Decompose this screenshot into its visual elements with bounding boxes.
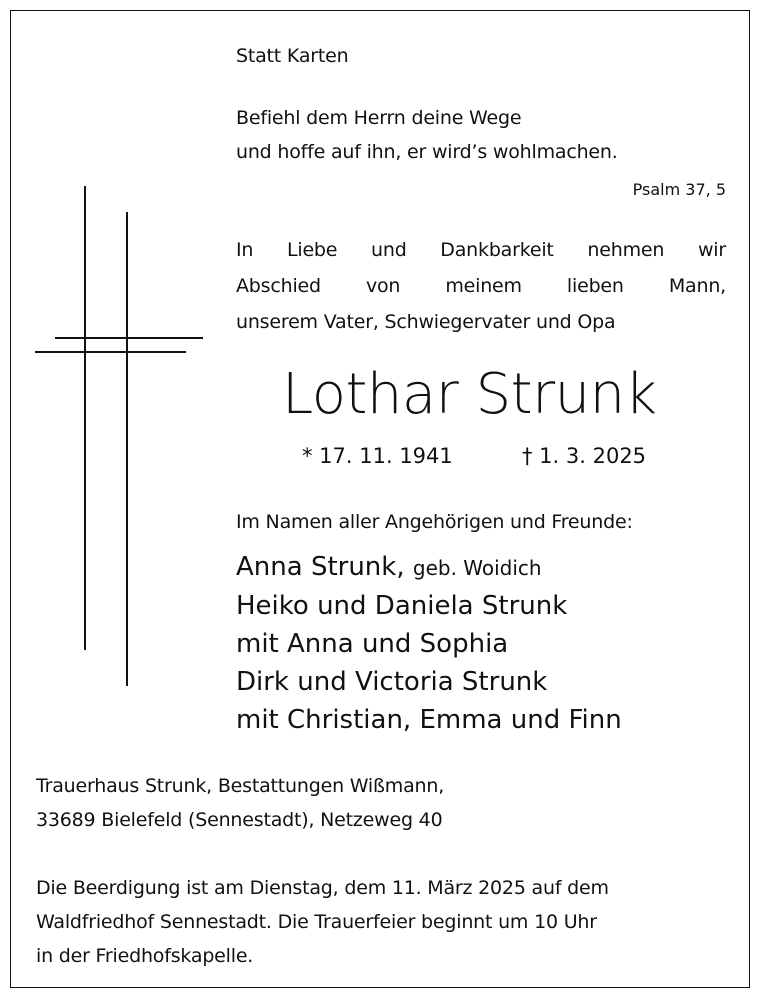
verse-line-2: und hoffe auf ihn, er wird’s wohlmachen. xyxy=(236,141,618,163)
deceased-name: Lothar Strunk xyxy=(282,362,657,427)
funeral-line-3: in der Friedhofskapelle. xyxy=(36,945,254,967)
mourner-maiden-name: geb. Woidich xyxy=(412,556,542,580)
funeral-home-line-1: Trauerhaus Strunk, Bestattungen Wißmann, xyxy=(36,775,445,797)
verse-line-1: Befiehl dem Herrn deine Wege xyxy=(236,107,522,129)
funeral-line-2: Waldfriedhof Sennestadt. Die Trauerfeier beginnt um 10 Uhr xyxy=(36,911,597,933)
mourner-name: Anna Strunk, xyxy=(236,552,405,582)
intro-line-2: Abschied von meinem lieben Mann, xyxy=(236,275,726,297)
mourners-heading: Im Namen aller Angehörigen und Freunde: xyxy=(236,511,633,533)
intro xyxy=(236,232,726,340)
mourner-line-3: mit Anna und Sophia xyxy=(236,629,509,659)
birth-date: * 17. 11. 1941 xyxy=(302,444,453,468)
intro-line-3: unserem Vater, Schwiegervater und Opa xyxy=(236,311,616,333)
death-date: † 1. 3. 2025 xyxy=(522,444,647,468)
mourners-list xyxy=(236,548,622,739)
verse-reference: Psalm 37, 5 xyxy=(632,180,726,199)
statt-karten: Statt Karten xyxy=(236,45,349,67)
funeral-home-line-2: 33689 Bielefeld (Sennestadt), Netzeweg 40 xyxy=(36,809,443,831)
intro-line-1: In Liebe und Dankbarkeit nehmen wir xyxy=(236,239,726,261)
mourner-line-5: mit Christian, Emma und Finn xyxy=(236,705,622,735)
mourner-line-2: Heiko und Daniela Strunk xyxy=(236,591,568,621)
funeral-line-1: Die Beerdigung ist am Dienstag, dem 11. März 2025 auf dem xyxy=(36,877,609,899)
mourner-line-1 xyxy=(236,548,622,587)
mourner-line-4: Dirk und Victoria Strunk xyxy=(236,667,548,697)
